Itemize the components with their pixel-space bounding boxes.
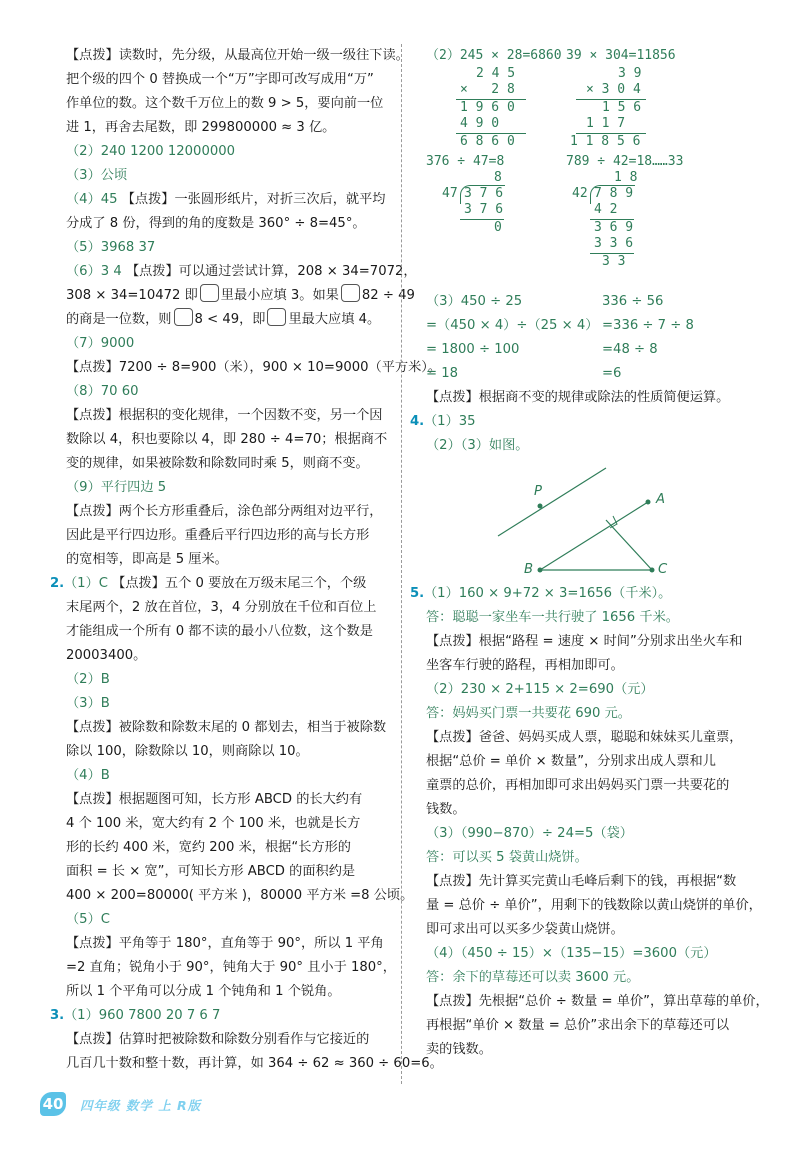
- note-text: 【点拨】可以通过尝试计算，208 × 34=7072，: [125, 264, 417, 279]
- text-line: 根据“总价 = 单价 × 数量”，分别求出成人票和儿: [426, 754, 716, 769]
- label-p: P: [534, 484, 542, 499]
- text-line: 才能组成一个所有 0 都不读的最小八位数，这个数是: [66, 624, 373, 639]
- question-number: 3.: [50, 1008, 65, 1023]
- text-line: （2）B: [66, 672, 110, 687]
- simplify-right-3: =48 ÷ 8: [602, 342, 658, 357]
- blank-box: [341, 284, 360, 302]
- text-line: [410, 582, 756, 606]
- text-line: 【点拨】平角等于 180°，直角等于 90°，所以 1 平角: [66, 936, 384, 951]
- answer-text: （6）3 4: [66, 264, 126, 279]
- div2-dividend: 7 8 9: [594, 186, 634, 201]
- answer-text: （1）C: [64, 576, 113, 591]
- text-line: （5）C: [66, 912, 110, 927]
- div2-subtract: 3 3 6: [594, 236, 634, 251]
- text-line: （2）230 × 2+115 × 2=690（元）: [426, 682, 654, 697]
- calc-block-division: [426, 152, 756, 272]
- text-line: 几百几十数和整十数，再计算，如 364 ÷ 62 ≈ 360 ÷ 60=6。: [66, 1056, 443, 1071]
- label-c: C: [658, 562, 668, 577]
- simplify-left-4: = 18: [426, 366, 459, 381]
- text-line: （4）（450 ÷ 15）×（135−15）=3600（元）: [426, 946, 717, 961]
- right-column: [410, 44, 769, 1062]
- blank-box: [200, 284, 219, 302]
- side-b-a: [540, 502, 648, 570]
- answer-4-1: （1）35: [424, 414, 476, 429]
- answer-text: （4）45: [66, 192, 122, 207]
- text-line: 变的规律，如果被除数和除数同时乘 5，则商不变。: [66, 456, 369, 471]
- note-text: 【点拨】五个 0 要放在万级末尾三个，个级: [112, 576, 367, 591]
- simplify-right-1: 336 ÷ 56: [602, 294, 664, 309]
- footer-title: 四年级 数学 上 R版: [80, 1098, 202, 1113]
- text-line: （3）B: [66, 696, 110, 711]
- text-line: （9）平行四边 5: [66, 480, 167, 495]
- text-line: 【点拨】先根据“总价 ÷ 数量 = 单价”，算出草莓的单价，: [426, 994, 769, 1009]
- page-number: 40: [40, 1092, 66, 1116]
- point-p: [538, 504, 543, 509]
- question-number: 5.: [410, 586, 425, 601]
- div1-quotient: 8: [494, 170, 502, 185]
- text-line: 形的长约 400 米，宽约 200 米，根据“长方形的: [66, 840, 351, 855]
- calc-block-multiplication: [426, 44, 756, 149]
- mult2-header: 39 × 304=11856: [566, 48, 676, 63]
- text-line: [66, 188, 388, 212]
- text-line: 面积 = 长 × 宽”，可知长方形 ABCD 的面积约是: [66, 864, 356, 879]
- geometry-figure: [426, 458, 756, 576]
- text-line: 答：妈妈买门票一共要花 690 元。: [426, 706, 631, 721]
- note-text: 里最小应填 3。如果: [220, 288, 339, 303]
- label-a: A: [656, 492, 666, 507]
- text-line: （4）B: [66, 768, 110, 783]
- div2-subtract: 4 2: [594, 202, 618, 217]
- div1-subtract: 3 7 6: [464, 202, 504, 217]
- text-line: 20003400。: [66, 648, 147, 663]
- line-through-p: [498, 468, 606, 536]
- text-line: [66, 260, 417, 284]
- column-divider: [401, 44, 402, 1084]
- mult2-row: 1 1 7: [586, 116, 626, 131]
- text-line: 【点拨】被除数和除数末尾的 0 都划去，相当于被除数: [66, 720, 387, 735]
- text-line: 除以 100，除数除以 10，则商除以 10。: [66, 744, 309, 759]
- mult1-header: （2）245 × 28=6860: [426, 48, 562, 63]
- text-line: 答：聪聪一家坐车一共行驶了 1656 千米。: [426, 610, 679, 625]
- mult1-row: 4 9 0: [460, 116, 500, 131]
- answer-text: （1）960 7800 20 7 6 7: [64, 1008, 221, 1023]
- question-number: 2.: [50, 576, 65, 591]
- simplify-left-1: （3）450 ÷ 25: [426, 294, 523, 309]
- text-line: 所以 1 个平角可以分成 1 个钝角和 1 个锐角。: [66, 984, 341, 999]
- text-line: 【点拨】根据积的变化规律，一个因数不变，另一个因: [66, 408, 383, 423]
- text-line: 末尾两个，2 放在首位，3，4 分别放在千位和百位上: [66, 600, 377, 615]
- text-line: 【点拨】读数时，先分级，从最高位开始一级一级往下读。: [66, 48, 409, 63]
- text-line: 再根据“单价 × 数量 = 总价”求出余下的草莓还可以: [426, 1018, 730, 1033]
- text-line: 分成了 8 份，得到的角的度数是 360° ÷ 8=45°。: [66, 216, 366, 231]
- text-line: 童票的总价，再相加即可求出妈妈买门票一共要花的: [426, 778, 730, 793]
- simplify-right-4: =6: [602, 366, 622, 381]
- text-line: 【点拨】估算时把被除数和除数分别看作与它接近的: [66, 1032, 370, 1047]
- simplify-left-2: =（450 × 4）÷（25 × 4）: [426, 318, 599, 333]
- note-text: 里最大应填 4。: [288, 312, 381, 327]
- note-text: 的商是一位数，则: [66, 312, 172, 327]
- text-line: （3）（990−870）÷ 24=5（袋）: [426, 826, 633, 841]
- text-line: 坐客车行驶的路程，再相加即可。: [426, 658, 624, 673]
- text-line: （8）70 60: [66, 384, 139, 399]
- left-column: [50, 44, 443, 1076]
- text-line: 【点拨】根据“路程 = 速度 × 时间”分别求出坐火车和: [426, 634, 743, 649]
- note-simplify: 【点拨】根据商不变的规律或除法的性质简便运算。: [426, 390, 730, 405]
- text-line: 作单位的数。这个数千万位上的数 9 > 5，要向前一位: [66, 96, 384, 111]
- text-line: 进 1，再舍去尾数，即 299800000 ≈ 3 亿。: [66, 120, 336, 135]
- text-line: 答：可以买 5 袋黄山烧饼。: [426, 850, 588, 865]
- div2-quotient: 1 8: [614, 170, 638, 185]
- div2-middle: 3 6 9: [594, 220, 634, 235]
- mult1-row: 2 4 5: [476, 66, 516, 81]
- note-text: 308 × 34=10472 即: [66, 288, 198, 303]
- point-b: [538, 568, 543, 573]
- text-line: （3）公顷: [66, 168, 128, 183]
- mult1-row: 1 9 6 0: [460, 100, 515, 115]
- text-line: 【点拨】先计算买完黄山毛峰后剩下的钱，再根据“数: [426, 874, 737, 889]
- text-line: [66, 284, 415, 308]
- point-a: [646, 500, 651, 505]
- text-line: （5）3968 37: [66, 240, 156, 255]
- text-line: 【点拨】两个长方形重叠后，涂色部分两组对边平行，: [66, 504, 383, 519]
- text-line: 数除以 4，积也要除以 4，即 280 ÷ 4=70；根据商不: [66, 432, 388, 447]
- text-line: 即可求出可以买多少袋黄山烧饼。: [426, 922, 624, 937]
- text-line: 的宽相等，即高是 5 厘米。: [66, 552, 228, 567]
- text-line: 400 × 200=80000( 平方米 )，80000 平方米 =8 公顷。: [66, 888, 414, 903]
- point-c: [650, 568, 655, 573]
- text-line: 【点拨】爸爸、妈妈买成人票，聪聪和妹妹买儿童票，: [426, 730, 743, 745]
- question-number-4: 4.: [410, 414, 425, 429]
- note-text: 【点拨】一张圆形纸片，对折三次后，就平均: [121, 192, 386, 207]
- mult2-row: 1 1 8 5 6: [570, 134, 641, 149]
- text-line: 把个级的四个 0 替换成一个“万”字即可改写成用“万”: [66, 72, 374, 87]
- answer-4-2: （2）（3）如图。: [426, 438, 529, 453]
- note-text: 82 ÷ 49: [361, 288, 415, 303]
- perpendicular-line: [606, 520, 652, 570]
- text-line: 量 = 总价 ÷ 单价”，用剩下的钱数除以黄山烧饼的单价，: [426, 898, 762, 913]
- text-line: 【点拨】7200 ÷ 8=900（米），900 × 10=9000（平方米）。: [66, 360, 442, 375]
- label-b: B: [524, 562, 534, 577]
- div1-dividend: 3 7 6: [464, 186, 504, 201]
- text-line: （2）240 1200 12000000: [66, 144, 236, 159]
- div2-header: 789 ÷ 42=18……33: [566, 154, 684, 169]
- page-footer: [40, 1092, 300, 1118]
- mult2-row: × 3 0 4: [586, 82, 641, 97]
- text-line: 因此是平行四边形。重叠后平行四边形的高与长方形: [66, 528, 370, 543]
- div2-remainder: 3 3: [602, 254, 626, 269]
- div2-divisor: 42: [572, 186, 588, 201]
- text-line: [66, 308, 388, 332]
- simplify-block: [426, 290, 756, 386]
- text-line: [50, 572, 388, 596]
- blank-box: [174, 308, 193, 326]
- mult1-row: 6 8 6 0: [460, 134, 515, 149]
- div1-remainder: 0: [494, 220, 502, 235]
- text-line: 【点拨】根据题图可知，长方形 ABCD 的长大约有: [66, 792, 363, 807]
- text-line: 钱数。: [426, 802, 466, 817]
- mult1-row: × 2 8: [460, 82, 515, 97]
- text-line: 卖的钱数。: [426, 1042, 492, 1057]
- note-text: 8 < 49，即: [194, 312, 266, 327]
- div1-header: 376 ÷ 47=8: [426, 154, 505, 169]
- text-line: =2 直角；锐角小于 90°，钝角大于 90° 且小于 180°，: [66, 960, 396, 975]
- text-line: 答：余下的草莓还可以卖 3600 元。: [426, 970, 640, 985]
- text-line: [50, 1004, 388, 1028]
- div1-divisor: 47: [442, 186, 458, 201]
- simplify-right-2: =336 ÷ 7 ÷ 8: [602, 318, 694, 333]
- note-text: （1）160 × 9+72 × 3=1656（千米）。: [424, 586, 672, 601]
- question-5-block: [410, 582, 769, 1062]
- text-line: 4 个 100 米，宽大约有 2 个 100 米，也就是长方: [66, 816, 361, 831]
- text-line: （7）9000: [66, 336, 135, 351]
- mult2-row: 1 5 6: [602, 100, 642, 115]
- mult2-row: 3 9: [618, 66, 642, 81]
- simplify-left-3: = 1800 ÷ 100: [426, 342, 520, 357]
- blank-box: [267, 308, 286, 326]
